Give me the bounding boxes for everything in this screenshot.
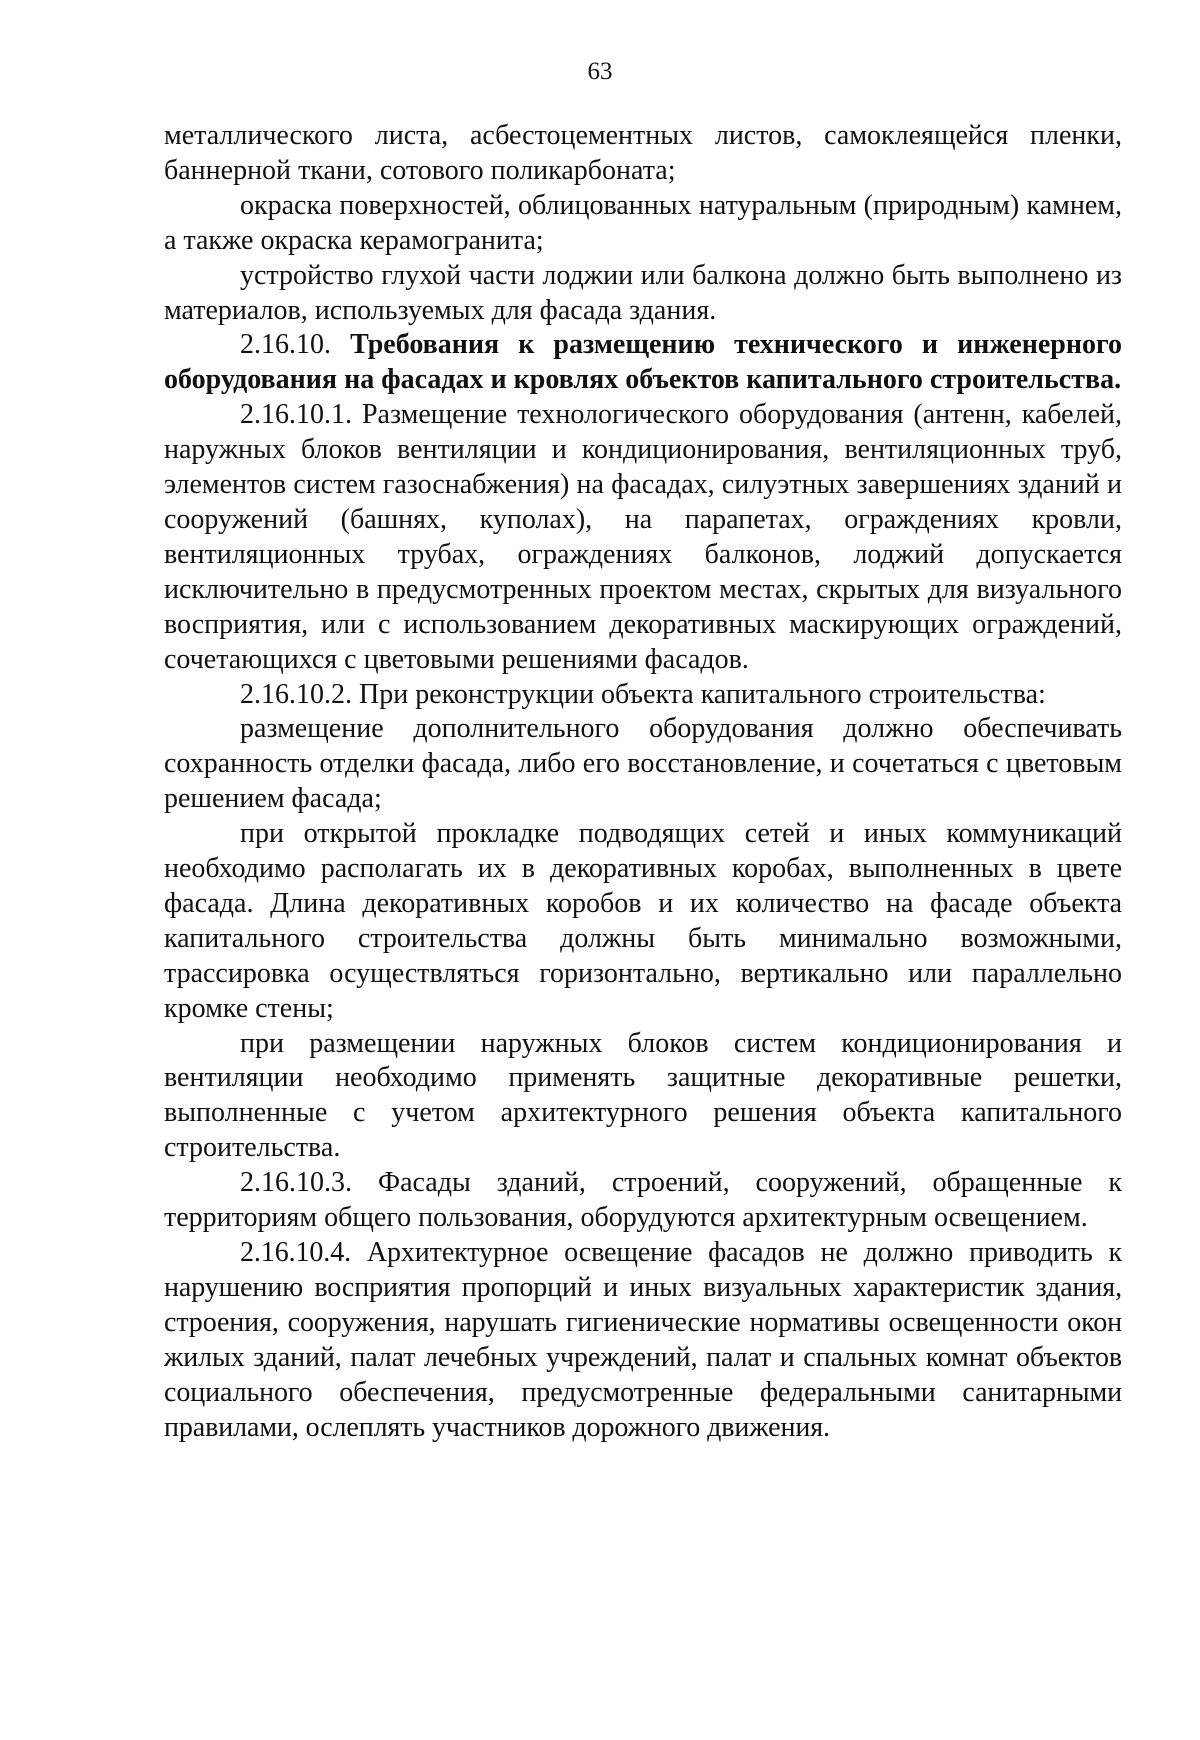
paragraph-ac-units: при размещении наружных блоков систем кондиционирования и вентиляции необходимо применять защитные декоративные решетки, выполненные с учетом архитектурного решения объекта капитального строительства. [164,1027,1122,1164]
paragraph-additional-equipment: размещение дополнительного оборудования должно обеспечивать сохранность отделки фасада, либо его восстановление, и сочетаться с цветовым решением фасада; [164,713,1122,815]
paragraph-2-16-10-1: 2.16.10.1. Размещение технологического оборудования (антенн, кабелей, наружных блоков вентиляции и кондиционирования, вентиляционных труб, элементов систем газоснабжения) на фасадах, силуэтных завершениях зданий и сооружений (башнях, куполах), на парапетах, ограждениях кровли, вентиляционных трубах, ограждениях балконов, лоджий допускается исключительно в предусмотренных проектом местах, скрытых для визуального восприятия, или с использованием декоративных маскирующих ограждений, сочетающихся с цветовыми решениями фасадов. [164,399,1122,675]
section-heading-2-16-10 [164,328,1122,398]
paragraph-loggia: устройство глухой части лоджии или балкона должно быть выполнено из материалов, используемых для фасада здания. [164,259,1122,326]
section-title: Требования к размещению технического и инженерного оборудования на фасадах и кровлях объектов капитального строительства. [164,329,1122,396]
section-number: 2.16.10. [240,329,331,361]
page-number: 63 [587,58,613,85]
paragraph-2-16-10-2: 2.16.10.2. При реконструкции объекта капитального строительства: [240,678,1046,710]
paragraph-open-laying: при открытой прокладке подводящих сетей и иных коммуникаций необходимо располагать их в декоративных коробах, выполненных в цвете фасада. Длина декоративных коробов и их количество на фасаде объекта капитального строительства должны быть минимально возможными, трассировка осуществляться горизонтально, вертикально или параллельно кромке стены; [164,818,1122,1024]
document-body [164,119,1122,1445]
paragraph-2-16-10-3: 2.16.10.3. Фасады зданий, строений, сооружений, обращенные к территориям общего пользования, оборудуются архитектурным освещением. [164,1167,1122,1234]
paragraph-2-16-10-4: 2.16.10.4. Архитектурное освещение фасадов не должно приводить к нарушению восприятия пропорций и иных визуальных характеристик здания, строения, сооружения, нарушать гигиенические нормативы освещенности окон жилых зданий, палат лечебных учреждений, палат и спальных комнат объектов социального обеспечения, предусмотренные федеральными санитарными правилами, ослеплять участников дорожного движения. [164,1237,1122,1443]
paragraph-painting: окраска поверхностей, облицованных натуральным (природным) камнем, а также окраска керамогранита; [164,189,1122,256]
paragraph-continuation: металлического листа, асбестоцементных листов, самоклеящейся пленки, баннерной ткани, сотового поликарбоната; [164,120,1122,186]
